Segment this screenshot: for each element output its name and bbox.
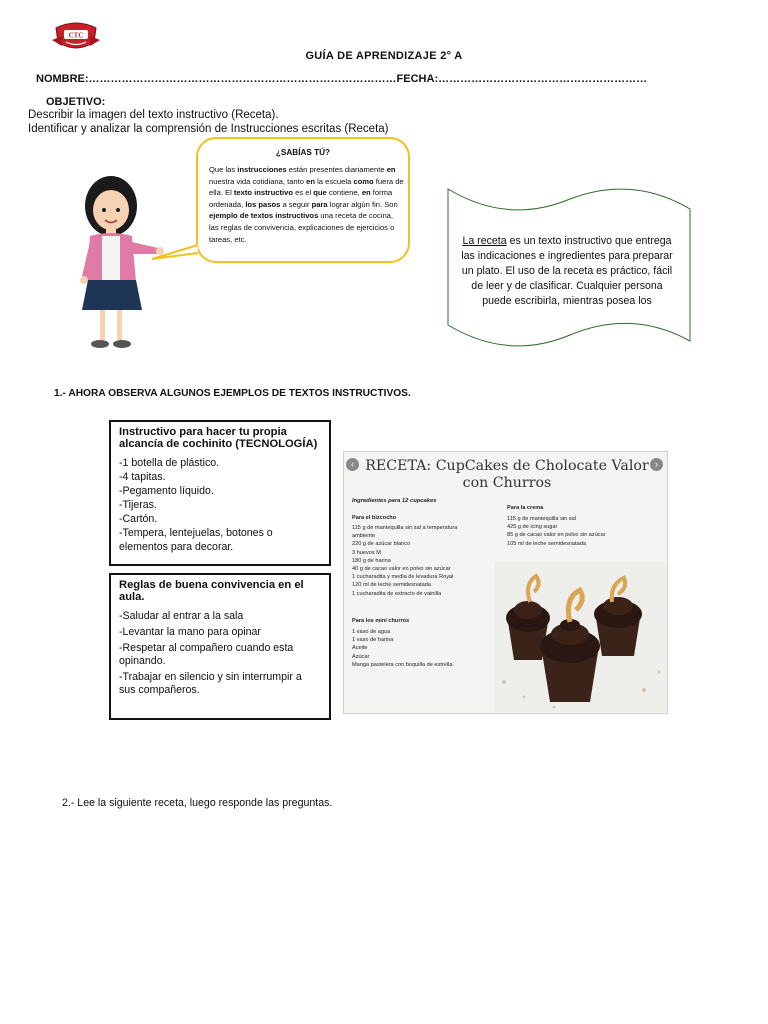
instructivo-alcancia-box [109, 420, 331, 566]
list-item: 85 g de cacao valor en polvo sin azúcar [507, 532, 606, 539]
cupcakes-photo [494, 562, 666, 712]
list-item: Azúcar [352, 653, 370, 660]
recipe-title: RECETA: CupCakes de Cholocate Valor con Churros [365, 458, 649, 491]
list-item: 180 g de harina [352, 557, 391, 564]
bizcocho-list [352, 524, 457, 598]
list-item: ambiente [352, 533, 376, 540]
list-item: 1 cucharadita de extracto de vainilla [352, 590, 442, 597]
list-item: 120 ml de leche semidesnatada [352, 582, 431, 589]
list-item: 1 cucharadita y media de levadura Royal [352, 574, 454, 581]
list-item: Aceite [352, 645, 368, 652]
objetivo-line: Describir la imagen del texto instructivo (Receta). [28, 109, 279, 121]
receta-definition-body: es un texto instructivo que entrega las indicaciones e ingredientes para preparar un plato. El uso de la receta es práctico, fácil de leer y de clasificar. Cualquier persona puede escribirla, mientras posea los [461, 235, 673, 307]
chevron-right-icon[interactable]: › [650, 458, 663, 471]
objetivo-heading: OBJETIVO: [46, 96, 106, 108]
ingredients-heading: Ingredientes para 12 cupcakes [352, 498, 437, 504]
crema-list [507, 515, 606, 548]
sabias-tu-text: Que las instrucciones están presentes diariamente en nuestra vida cotidiana, tanto en la escuela como fuera de ella. El texto instructivo es el que contiene, en forma ordenada, los pasos a seguir para lograr algún fin. Son ejemplo de textos instructivos una receta de cocina, las reglas de convivencia, explicaciones de ejercicios o tareas, etc. [209, 165, 404, 244]
nombre-fecha-line: NOMBRE:…………………………………………………………………………FECHA:………………………………………………… [36, 73, 648, 85]
sabias-tu-title: ¿SABÍAS TÚ? [275, 148, 331, 157]
crema-heading: Para la crema [507, 505, 544, 511]
list-item: -Tijeras. [119, 499, 157, 511]
svg-text:CTC: CTC [68, 31, 84, 40]
list-item: -Tempera, lentejuelas, botones o elementos para decorar. [119, 527, 273, 553]
list-item: Manga pastelera con boquilla de estrella. [352, 661, 454, 668]
list-item: 1 vaso de harina [352, 637, 394, 644]
chevron-left-icon[interactable]: ‹ [346, 458, 359, 471]
list-item: -Trabajar en silencio y sin interrumpir a sus compañeros. [119, 671, 302, 696]
bubble-tail [150, 243, 200, 265]
page-title: GUÍA DE APRENDIZAJE 2° A [305, 50, 463, 62]
bizcocho-heading: Para el bizcocho [352, 515, 397, 521]
receta-definition-text [456, 234, 678, 309]
reglas-convivencia-box [109, 573, 331, 720]
school-crest-logo [52, 20, 100, 54]
list-item: 105 ml de leche semidesnatada [507, 540, 586, 547]
list-item: 3 huevos M [352, 549, 381, 556]
churros-heading: Para los mini churros [352, 618, 410, 624]
instructivo-alcancia-title: Instructivo para hacer tu propia alcancía de cochinito (TECNOLOGÍA) [119, 426, 318, 450]
list-item: -Cartón. [119, 513, 158, 525]
list-item: -1 botella de plástico. [119, 457, 220, 469]
receta-term: La receta [462, 235, 507, 247]
list-item: 40 g de cacao valor en polvo sin azúcar [352, 566, 451, 573]
list-item: 115 g de mantequilla sin sal [507, 516, 576, 522]
list-item: -4 tapitas. [119, 471, 166, 483]
churros-list [352, 628, 454, 669]
list-item: -Saludar al entrar a la sala [119, 610, 244, 622]
recipe-card [343, 451, 668, 714]
list-item: 1 vaso de agua [352, 629, 391, 635]
section-2-heading: 2.- Lee la siguiente receta, luego responde las preguntas. [62, 797, 333, 809]
objetivo-line: Identificar y analizar la comprensión de Instrucciones escritas (Receta) [28, 123, 389, 135]
list-item: -Respetar al compañero cuando esta opinando. [119, 642, 294, 667]
list-item: -Levantar la mano para opinar [119, 626, 261, 638]
list-item: 115 g de mantequilla sin sal a temperatura [352, 525, 458, 531]
list-item: 425 g de icing sugar [507, 524, 558, 531]
list-item: 220 g de azúcar blanco [352, 541, 411, 548]
section-1-heading: 1.- AHORA OBSERVA ALGUNOS EJEMPLOS DE TEXTOS INSTRUCTIVOS. [54, 388, 411, 399]
reglas-convivencia-title: Reglas de buena convivencia en el aula. [119, 579, 304, 603]
list-item: -Pegamento líquido. [119, 485, 214, 497]
